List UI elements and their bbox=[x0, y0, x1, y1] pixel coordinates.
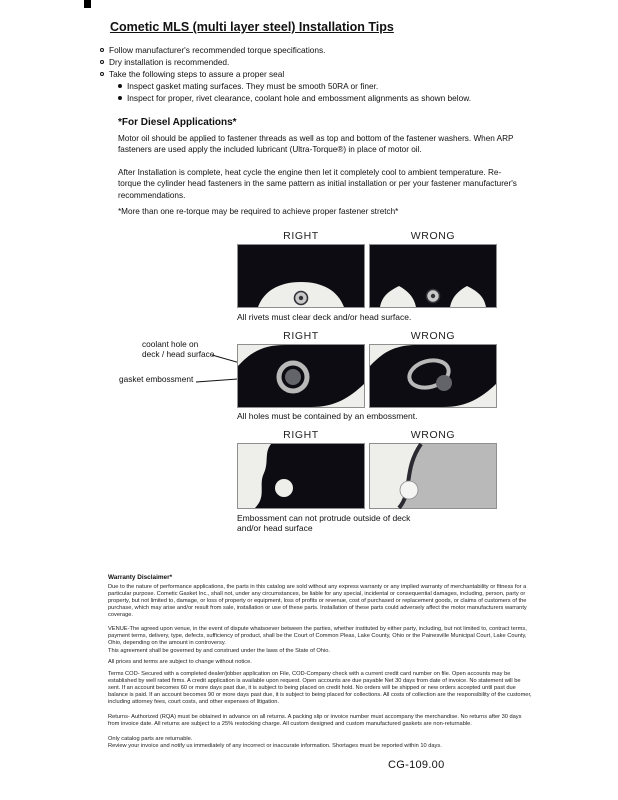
diagram-rivet-wrong bbox=[369, 244, 497, 308]
diagram-rivet-right bbox=[237, 244, 365, 308]
filled-bullet-icon bbox=[118, 96, 122, 100]
diesel-heading: *For Diesel Applications* bbox=[118, 117, 237, 128]
wrong-label: WRONG bbox=[410, 330, 456, 342]
list-item-text: Inspect for proper, rivet clearance, coolant hole and embossment alignments as shown below. bbox=[127, 93, 472, 103]
list-item bbox=[100, 45, 325, 55]
diagram-embossment-wrong bbox=[369, 443, 497, 509]
right-label: RIGHT bbox=[283, 429, 319, 441]
hollow-bullet-icon bbox=[100, 72, 104, 76]
list-item-text: Inspect gasket mating surfaces. They must be smooth 50RA or finer. bbox=[127, 81, 379, 91]
wrong-label: WRONG bbox=[410, 429, 456, 441]
retorque-note: *More than one re-torque may be required to achieve proper fastener stretch* bbox=[118, 207, 399, 216]
list-item bbox=[118, 81, 378, 91]
warranty-paragraph: Returns- Authorized (RQA) must be obtained in advance on all returns. A packing slip or invoice number must accompany the merchandise. No returns after 30 days from invoice date. All returns are subject to a 25% restocking charge. All custom designed and custom manufactured gaskets are non-returnable. bbox=[108, 714, 522, 727]
list-item bbox=[100, 69, 284, 79]
page-code: CG-109.00 bbox=[388, 759, 445, 771]
coolant-hole bbox=[285, 369, 301, 385]
warranty-heading: Warranty Disclaimer* bbox=[108, 574, 173, 581]
embossment-circle bbox=[275, 479, 293, 497]
list-item-text: Follow manufacturer's recommended torque specifications. bbox=[109, 45, 326, 55]
diagram-hole-right bbox=[237, 344, 365, 408]
diesel-paragraph: After Installation is complete, heat cycle the engine then let it completely cool to ambient temperature. Re-torque the cylinder head fasteners in the same pattern as initial installation or per your fastener manufacturer's recommendations. bbox=[118, 168, 517, 200]
list-item-text: Take the following steps to assure a proper seal bbox=[109, 69, 285, 79]
warranty-paragraph: Review your invoice and notify us immediately of any incorrect or inaccurate information. Shortages must be reported within 10 days. bbox=[108, 743, 442, 749]
diagram-hole-wrong bbox=[369, 344, 497, 408]
embossment-circle bbox=[400, 481, 418, 499]
list-item bbox=[100, 57, 229, 67]
warranty-paragraph: VENUE-The agreed upon venue, in the event of dispute whatsoever between the parties, whether instituted by either party, including, but not limited to, contract terms, payment terms, delivery, type, defects, sufficiency of product, shall be the Court of Common Pleas, Lake County, Ohio or the Painesville Municipal Court, Lake County, Ohio, depending on the amount in controversy. bbox=[108, 626, 527, 646]
wrong-label: WRONG bbox=[410, 230, 456, 242]
coolant-hole-callout: coolant hole on deck / head surface bbox=[142, 339, 215, 359]
list-item-text: Dry installation is recommended. bbox=[109, 57, 230, 67]
filled-bullet-icon bbox=[118, 84, 122, 88]
warranty-paragraph: Terms COD- Secured with a completed dealer/jobber application on File, COD-Company check with a current credit card number on file. Open accounts may be established by well rated firms. A credit application is available upon request. Open accounts are due payable Net 30 days from date of invoice. No statement will be sent. If an account becomes 60 or more days past due, it is subject to being placed on credit hold. No orders will be shipped or new orders accepted until past due balance is paid. If an account becomes 90 or more days past due, it is subject to being placed for collections. All costs of collection are the responsibility of the customer, including attorney fees, court costs, and other expenses of litigation. bbox=[108, 671, 532, 705]
diagram-caption-embossment: Embossment can not protrude outside of deck and/or head surface bbox=[237, 513, 411, 533]
diagram-caption-holes: All holes must be contained by an embossment. bbox=[237, 411, 418, 421]
warranty-paragraph: All prices and terms are subject to change without notice. bbox=[108, 659, 252, 665]
hollow-bullet-icon bbox=[100, 48, 104, 52]
diagram-caption-rivets: All rivets must clear deck and/or head surface. bbox=[237, 312, 412, 322]
right-label: RIGHT bbox=[283, 330, 319, 342]
warranty-paragraph: Due to the nature of performance applications, the parts in this catalog are sold without any express warranty or any implied warranty of merchantability or fitness for a particular purpose. Cometic Gasket Inc., shall not, under any circumstances, be liable for any special, incidental or consequential damages, including, person, party or property, but not limited to, damage, or loss of property or equipment, loss of profits or revenue, cost of purchased or replacement goods, or claims of customers of the purchase, which may arise and/or result from sale, installation or use of these parts. Installation of these parts could adversely affect the motor manufacturers warranty coverage. bbox=[108, 584, 527, 618]
right-label: RIGHT bbox=[283, 230, 319, 242]
embossment-callout: gasket embossment bbox=[119, 374, 194, 384]
coolant-hole bbox=[436, 375, 452, 391]
page-title: Cometic MLS (multi layer steel) Installation Tips bbox=[110, 20, 394, 34]
warranty-paragraph: Only catalog parts are returnable. bbox=[108, 736, 193, 742]
warranty-paragraph: This agreement shall be governed by and construed under the laws of the State of Ohio. bbox=[108, 648, 330, 654]
list-item bbox=[118, 93, 471, 103]
diesel-paragraph: Motor oil should be applied to fastener threads as well as top and bottom of the fastener washers. When ARP fasteners are used apply the included lubricant (Ultra-Torque®) in place of motor oil. bbox=[118, 134, 514, 155]
diagram-embossment-right bbox=[237, 443, 365, 509]
page-edge-mark bbox=[84, 0, 91, 8]
hollow-bullet-icon bbox=[100, 60, 104, 64]
